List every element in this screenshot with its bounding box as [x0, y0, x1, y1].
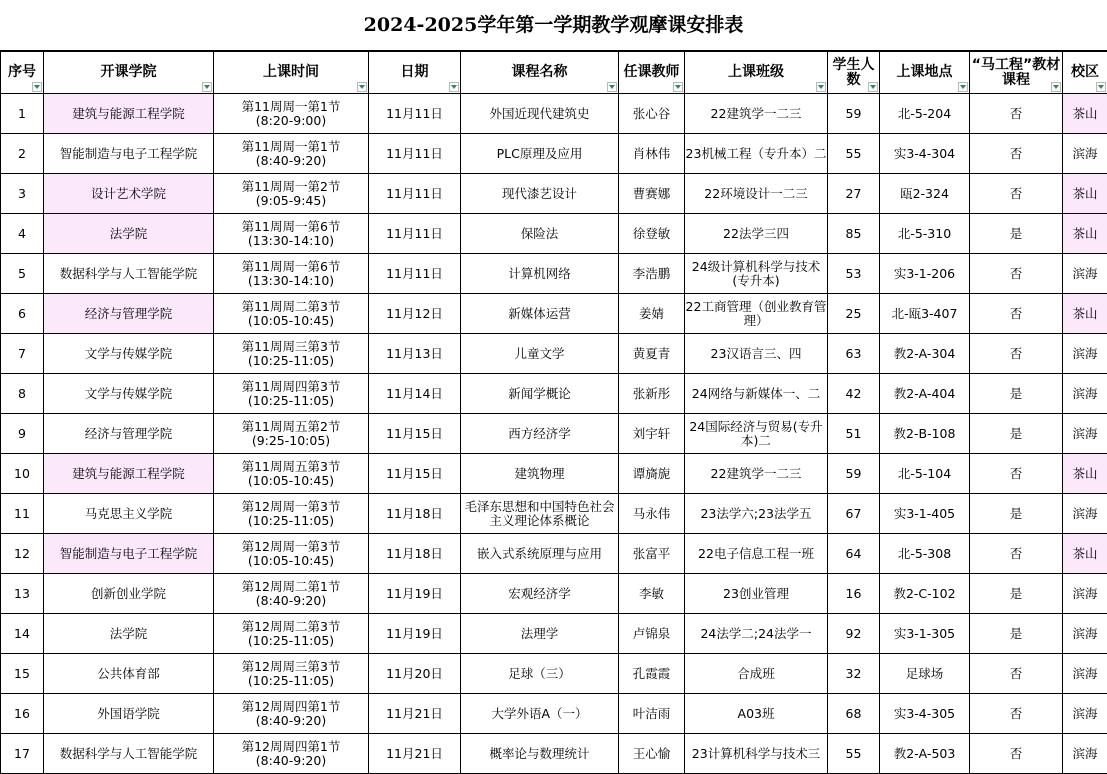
- filter-dropdown-icon[interactable]: [816, 82, 826, 92]
- cell-date: 11月13日: [369, 334, 461, 374]
- class-time-range: (10:05-10:45): [247, 552, 335, 568]
- class-period: 第11周周三第3节: [241, 338, 341, 354]
- cell-campus: 滨海: [1063, 414, 1107, 454]
- cell-course: 法理学: [461, 614, 619, 654]
- cell-date: 11月11日: [369, 254, 461, 294]
- cell-students: 59: [828, 454, 880, 494]
- cell-location: 北-5-104: [880, 454, 970, 494]
- cell-campus: 滨海: [1063, 694, 1107, 734]
- cell-time: [214, 574, 369, 614]
- cell-campus: 茶山: [1063, 94, 1107, 134]
- cell-class: 23汉语言三、四: [685, 334, 828, 374]
- table-row: [1, 374, 1107, 414]
- cell-campus: 茶山: [1063, 454, 1107, 494]
- cell-location: 实3-1-206: [880, 254, 970, 294]
- cell-date: 11月21日: [369, 734, 461, 774]
- cell-college: 设计艺术学院: [44, 174, 214, 214]
- class-time-range: (10:25-11:05): [247, 672, 335, 688]
- cell-location: 北-5-310: [880, 214, 970, 254]
- class-time-range: (10:05-10:45): [247, 472, 335, 488]
- header-label: 上课地点: [896, 64, 953, 80]
- cell-students: 55: [828, 134, 880, 174]
- class-period: 第11周周一第6节: [241, 258, 341, 274]
- cell-course: 大学外语A（一）: [461, 694, 619, 734]
- header-time: [214, 52, 369, 94]
- filter-dropdown-icon[interactable]: [1096, 82, 1106, 92]
- class-time-range: (9:05-9:45): [255, 192, 327, 208]
- filter-dropdown-icon[interactable]: [958, 82, 968, 92]
- cell-college: 外国语学院: [44, 694, 214, 734]
- cell-college: 经济与管理学院: [44, 294, 214, 334]
- cell-course: 嵌入式系统原理与应用: [461, 534, 619, 574]
- cell-teacher: 王心愉: [619, 734, 685, 774]
- cell-class: 23计算机科学与技术三: [685, 734, 828, 774]
- cell-index: 2: [1, 134, 44, 174]
- cell-ma-textbook: 否: [970, 694, 1063, 734]
- cell-course: 计算机网络: [461, 254, 619, 294]
- header-teacher: [619, 52, 685, 94]
- cell-class: 24级计算机科学与技术(专升本): [685, 254, 828, 294]
- cell-course: 足球（三）: [461, 654, 619, 694]
- table-row: [1, 414, 1107, 454]
- filter-dropdown-icon[interactable]: [868, 82, 878, 92]
- cell-index: 3: [1, 174, 44, 214]
- cell-college: 法学院: [44, 214, 214, 254]
- cell-index: 10: [1, 454, 44, 494]
- cell-class: 22建筑学一二三: [685, 94, 828, 134]
- cell-college: 创新创业学院: [44, 574, 214, 614]
- cell-time: [214, 214, 369, 254]
- cell-ma-textbook: 否: [970, 254, 1063, 294]
- cell-index: 9: [1, 414, 44, 454]
- cell-teacher: 徐登敏: [619, 214, 685, 254]
- schedule-table: [0, 51, 1107, 774]
- filter-dropdown-icon[interactable]: [32, 82, 42, 92]
- cell-college: 智能制造与电子工程学院: [44, 134, 214, 174]
- table-row: [1, 654, 1107, 694]
- cell-date: 11月18日: [369, 534, 461, 574]
- header-label: 序号: [8, 64, 36, 80]
- filter-dropdown-icon[interactable]: [607, 82, 617, 92]
- cell-course: 保险法: [461, 214, 619, 254]
- cell-class: 22工商管理（创业教育管理）: [685, 294, 828, 334]
- cell-campus: 茶山: [1063, 534, 1107, 574]
- cell-class: 24法学二;24法学一: [685, 614, 828, 654]
- class-period: 第11周周二第3节: [241, 298, 341, 314]
- cell-college: 智能制造与电子工程学院: [44, 534, 214, 574]
- cell-ma-textbook: 否: [970, 534, 1063, 574]
- cell-time: [214, 414, 369, 454]
- cell-time: [214, 694, 369, 734]
- header-label: 课程名称: [511, 64, 568, 80]
- cell-students: 42: [828, 374, 880, 414]
- cell-ma-textbook: 否: [970, 454, 1063, 494]
- cell-location: 实3-1-405: [880, 494, 970, 534]
- cell-teacher: 谭旖旎: [619, 454, 685, 494]
- cell-ma-textbook: 是: [970, 414, 1063, 454]
- cell-location: 足球场: [880, 654, 970, 694]
- cell-college: 法学院: [44, 614, 214, 654]
- cell-date: 11月15日: [369, 454, 461, 494]
- cell-date: 11月15日: [369, 414, 461, 454]
- cell-students: 27: [828, 174, 880, 214]
- cell-teacher: 张新彤: [619, 374, 685, 414]
- header-row: [1, 52, 1107, 94]
- cell-course: 西方经济学: [461, 414, 619, 454]
- table-row: [1, 614, 1107, 654]
- cell-class: 24网络与新媒体一、二: [685, 374, 828, 414]
- cell-teacher: 李浩鹏: [619, 254, 685, 294]
- cell-teacher: 张富平: [619, 534, 685, 574]
- cell-course: 儿童文学: [461, 334, 619, 374]
- table-row: [1, 254, 1107, 294]
- header-label: 学生人数: [832, 56, 875, 88]
- class-period: 第11周周五第3节: [241, 458, 341, 474]
- cell-location: 教2-C-102: [880, 574, 970, 614]
- cell-index: 12: [1, 534, 44, 574]
- cell-course: PLC原理及应用: [461, 134, 619, 174]
- filter-dropdown-icon[interactable]: [449, 82, 459, 92]
- cell-students: 53: [828, 254, 880, 294]
- cell-date: 11月20日: [369, 654, 461, 694]
- cell-time: [214, 534, 369, 574]
- header-label: 任课教师: [623, 64, 680, 80]
- cell-ma-textbook: 是: [970, 374, 1063, 414]
- cell-index: 16: [1, 694, 44, 734]
- class-time-range: (10:25-11:05): [247, 632, 335, 648]
- cell-time: [214, 174, 369, 214]
- table-row: [1, 294, 1107, 334]
- cell-teacher: 马永伟: [619, 494, 685, 534]
- cell-students: 63: [828, 334, 880, 374]
- class-period: 第11周周一第1节: [241, 98, 341, 114]
- cell-location: 教2-A-503: [880, 734, 970, 774]
- cell-class: 22法学三四: [685, 214, 828, 254]
- cell-time: [214, 734, 369, 774]
- cell-campus: 滨海: [1063, 494, 1107, 534]
- cell-course: 毛泽东思想和中国特色社会主义理论体系概论: [461, 494, 619, 534]
- cell-campus: 滨海: [1063, 574, 1107, 614]
- class-time-range: (9:25-10:05): [251, 432, 331, 448]
- cell-ma-textbook: 是: [970, 494, 1063, 534]
- cell-index: 8: [1, 374, 44, 414]
- cell-location: 教2-A-404: [880, 374, 970, 414]
- cell-students: 68: [828, 694, 880, 734]
- page-title: 2024-2025学年第一学期教学观摩课安排表: [0, 0, 1107, 51]
- cell-date: 11月19日: [369, 614, 461, 654]
- filter-dropdown-icon[interactable]: [1051, 82, 1061, 92]
- cell-ma-textbook: 否: [970, 174, 1063, 214]
- class-time-range: (10:25-11:05): [247, 512, 335, 528]
- cell-campus: 滨海: [1063, 734, 1107, 774]
- cell-class: 22建筑学一二三: [685, 454, 828, 494]
- cell-students: 92: [828, 614, 880, 654]
- class-time-range: (8:40-9:20): [255, 712, 327, 728]
- cell-students: 25: [828, 294, 880, 334]
- class-period: 第12周周四第1节: [241, 738, 341, 754]
- cell-index: 17: [1, 734, 44, 774]
- cell-teacher: 孔霞霞: [619, 654, 685, 694]
- cell-date: 11月11日: [369, 174, 461, 214]
- cell-class: 22电子信息工程一班: [685, 534, 828, 574]
- cell-index: 6: [1, 294, 44, 334]
- cell-time: [214, 294, 369, 334]
- header-class: [685, 52, 828, 94]
- cell-class: 24国际经济与贸易(专升本)二: [685, 414, 828, 454]
- class-period: 第11周周四第3节: [241, 378, 341, 394]
- cell-college: 公共体育部: [44, 654, 214, 694]
- cell-index: 5: [1, 254, 44, 294]
- cell-college: 马克思主义学院: [44, 494, 214, 534]
- cell-ma-textbook: 否: [970, 734, 1063, 774]
- table-row: [1, 454, 1107, 494]
- class-time-range: (8:20-9:00): [255, 112, 327, 128]
- cell-course: 建筑物理: [461, 454, 619, 494]
- table-row: [1, 334, 1107, 374]
- cell-class: 23创业管理: [685, 574, 828, 614]
- class-period: 第11周周一第1节: [241, 138, 341, 154]
- table-row: [1, 134, 1107, 174]
- header-location: [880, 52, 970, 94]
- cell-students: 64: [828, 534, 880, 574]
- cell-date: 11月21日: [369, 694, 461, 734]
- header-course: [461, 52, 619, 94]
- cell-course: 概率论与数理统计: [461, 734, 619, 774]
- cell-course: 宏观经济学: [461, 574, 619, 614]
- table-row: [1, 694, 1107, 734]
- class-time-range: (10:25-11:05): [247, 352, 335, 368]
- header-label: 上课时间: [263, 64, 319, 80]
- cell-ma-textbook: 否: [970, 94, 1063, 134]
- cell-time: [214, 254, 369, 294]
- class-time-range: (8:40-9:20): [255, 592, 327, 608]
- cell-ma-textbook: 否: [970, 654, 1063, 694]
- class-time-range: (10:05-10:45): [247, 312, 335, 328]
- filter-dropdown-icon[interactable]: [357, 82, 367, 92]
- table-row: [1, 734, 1107, 774]
- cell-location: 教2-A-304: [880, 334, 970, 374]
- class-time-range: (13:30-14:10): [247, 272, 335, 288]
- cell-college: 经济与管理学院: [44, 414, 214, 454]
- class-period: 第11周周一第2节: [241, 178, 341, 194]
- cell-date: 11月11日: [369, 214, 461, 254]
- class-period: 第11周周一第6节: [241, 218, 341, 234]
- cell-date: 11月18日: [369, 494, 461, 534]
- header-label: 日期: [400, 64, 429, 80]
- table-row: [1, 574, 1107, 614]
- class-period: 第12周周二第1节: [241, 578, 341, 594]
- header-ma-textbook: [970, 52, 1063, 94]
- cell-teacher: 李敏: [619, 574, 685, 614]
- header-label: “马工程”教材课程: [971, 56, 1061, 88]
- header-college: [44, 52, 214, 94]
- cell-time: [214, 654, 369, 694]
- cell-ma-textbook: 是: [970, 574, 1063, 614]
- class-time-range: (8:40-9:20): [255, 152, 327, 168]
- cell-date: 11月11日: [369, 134, 461, 174]
- header-students: [828, 52, 880, 94]
- cell-students: 55: [828, 734, 880, 774]
- cell-ma-textbook: 是: [970, 214, 1063, 254]
- cell-ma-textbook: 否: [970, 134, 1063, 174]
- cell-time: [214, 334, 369, 374]
- table-row: [1, 534, 1107, 574]
- cell-location: 实3-1-305: [880, 614, 970, 654]
- cell-location: 瓯2-324: [880, 174, 970, 214]
- filter-dropdown-icon[interactable]: [202, 82, 212, 92]
- cell-campus: 滨海: [1063, 334, 1107, 374]
- cell-campus: 茶山: [1063, 174, 1107, 214]
- cell-time: [214, 454, 369, 494]
- cell-ma-textbook: 否: [970, 294, 1063, 334]
- table-row: [1, 174, 1107, 214]
- cell-index: 4: [1, 214, 44, 254]
- table-row: [1, 94, 1107, 134]
- table-row: [1, 214, 1107, 254]
- cell-campus: 茶山: [1063, 294, 1107, 334]
- cell-teacher: 曹赛娜: [619, 174, 685, 214]
- cell-teacher: 姜婧: [619, 294, 685, 334]
- cell-index: 13: [1, 574, 44, 614]
- cell-college: 数据科学与人工智能学院: [44, 254, 214, 294]
- cell-location: 实3-4-304: [880, 134, 970, 174]
- cell-ma-textbook: 否: [970, 334, 1063, 374]
- cell-campus: 滨海: [1063, 254, 1107, 294]
- cell-campus: 滨海: [1063, 134, 1107, 174]
- cell-location: 北-5-308: [880, 534, 970, 574]
- cell-time: [214, 494, 369, 534]
- table-row: [1, 494, 1107, 534]
- cell-index: 7: [1, 334, 44, 374]
- cell-location: 北-瓯3-407: [880, 294, 970, 334]
- class-period: 第12周周四第1节: [241, 698, 341, 714]
- cell-teacher: 刘宇轩: [619, 414, 685, 454]
- header-campus: [1063, 52, 1107, 94]
- cell-college: 文学与传媒学院: [44, 374, 214, 414]
- cell-course: 新闻学概论: [461, 374, 619, 414]
- class-period: 第12周周三第3节: [241, 658, 341, 674]
- cell-students: 32: [828, 654, 880, 694]
- class-period: 第11周周五第2节: [241, 418, 341, 434]
- cell-college: 建筑与能源工程学院: [44, 454, 214, 494]
- cell-class: 22环境设计一二三: [685, 174, 828, 214]
- cell-index: 1: [1, 94, 44, 134]
- cell-campus: 滨海: [1063, 654, 1107, 694]
- table-body: [1, 94, 1107, 774]
- cell-time: [214, 94, 369, 134]
- cell-teacher: 黄夏青: [619, 334, 685, 374]
- cell-class: 合成班: [685, 654, 828, 694]
- header-label: 校区: [1071, 64, 1099, 80]
- cell-class: 23法学六;23法学五: [685, 494, 828, 534]
- cell-college: 数据科学与人工智能学院: [44, 734, 214, 774]
- cell-college: 文学与传媒学院: [44, 334, 214, 374]
- cell-campus: 茶山: [1063, 214, 1107, 254]
- cell-campus: 滨海: [1063, 614, 1107, 654]
- cell-teacher: 肖林伟: [619, 134, 685, 174]
- cell-index: 11: [1, 494, 44, 534]
- cell-teacher: 卢锦泉: [619, 614, 685, 654]
- cell-date: 11月12日: [369, 294, 461, 334]
- cell-location: 实3-4-305: [880, 694, 970, 734]
- class-period: 第12周周二第3节: [241, 618, 341, 634]
- cell-time: [214, 614, 369, 654]
- cell-location: 北-5-204: [880, 94, 970, 134]
- cell-date: 11月14日: [369, 374, 461, 414]
- cell-course: 外国近现代建筑史: [461, 94, 619, 134]
- cell-students: 59: [828, 94, 880, 134]
- header-date: [369, 52, 461, 94]
- cell-time: [214, 134, 369, 174]
- cell-students: 51: [828, 414, 880, 454]
- class-time-range: (10:25-11:05): [247, 392, 335, 408]
- header-index: [1, 52, 44, 94]
- cell-index: 15: [1, 654, 44, 694]
- cell-class: 23机械工程（专升本）二: [685, 134, 828, 174]
- cell-students: 16: [828, 574, 880, 614]
- header-label: 开课学院: [100, 64, 157, 80]
- cell-index: 14: [1, 614, 44, 654]
- class-period: 第12周周一第3节: [241, 498, 341, 514]
- filter-dropdown-icon[interactable]: [673, 82, 683, 92]
- cell-campus: 滨海: [1063, 374, 1107, 414]
- cell-date: 11月19日: [369, 574, 461, 614]
- cell-teacher: 张心谷: [619, 94, 685, 134]
- cell-students: 85: [828, 214, 880, 254]
- class-time-range: (13:30-14:10): [247, 232, 335, 248]
- cell-course: 新媒体运营: [461, 294, 619, 334]
- cell-course: 现代漆艺设计: [461, 174, 619, 214]
- class-time-range: (8:40-9:20): [255, 752, 327, 768]
- cell-ma-textbook: 是: [970, 614, 1063, 654]
- cell-college: 建筑与能源工程学院: [44, 94, 214, 134]
- cell-time: [214, 374, 369, 414]
- cell-students: 67: [828, 494, 880, 534]
- cell-date: 11月11日: [369, 94, 461, 134]
- cell-teacher: 叶洁雨: [619, 694, 685, 734]
- cell-location: 教2-B-108: [880, 414, 970, 454]
- class-period: 第12周周一第3节: [241, 538, 341, 554]
- cell-class: A03班: [685, 694, 828, 734]
- header-label: 上课班级: [728, 64, 784, 80]
